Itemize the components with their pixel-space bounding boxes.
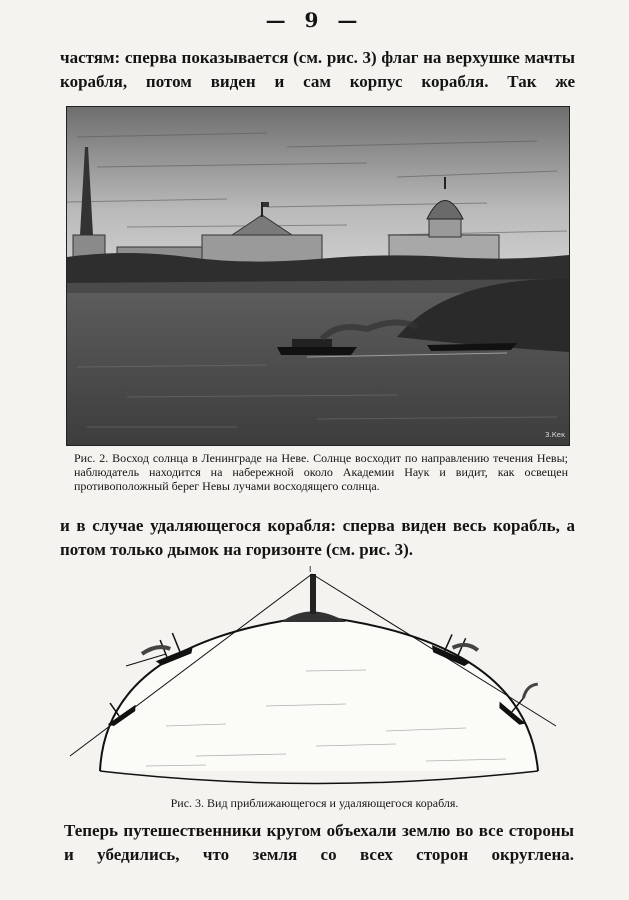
figure-3-caption: Рис. 3. Вид приближающегося и удаляющегося корабля. [170, 796, 459, 810]
curvature-diagram [66, 566, 572, 791]
page-number: — 9 — [265, 8, 364, 32]
figure-2-caption: Рис. 2. Восход солнца в Ленинграде на Неве. Солнце восходит по направлению течения Невы; наблюдатель находится на набережной около Академии Наук и видит, как освещен противоположный берег Невы лучами восходящего солнца. [74, 451, 568, 493]
paragraph-top: частям: сперва показывается (см. рис. 3) флаг на верхушке мачты корабля, потом виден и сам корпус корабля. Так же [60, 48, 575, 91]
paragraph-middle: и в случае удаляющегося корабля: сперва виден весь корабль, а потом только дымок на горизонте (см. рис. 3). [60, 516, 575, 559]
figure-neva-sunrise [66, 106, 570, 446]
svg-text:I: I [309, 566, 312, 574]
engraver-signature: З.Кек [545, 431, 566, 439]
neva-engraving [67, 107, 569, 445]
figure-ships-on-globe [66, 566, 572, 791]
paragraph-end: Теперь путешественники кругом объехали землю во все стороны и убедились, что земля со всех сторон округлена. [64, 821, 574, 864]
